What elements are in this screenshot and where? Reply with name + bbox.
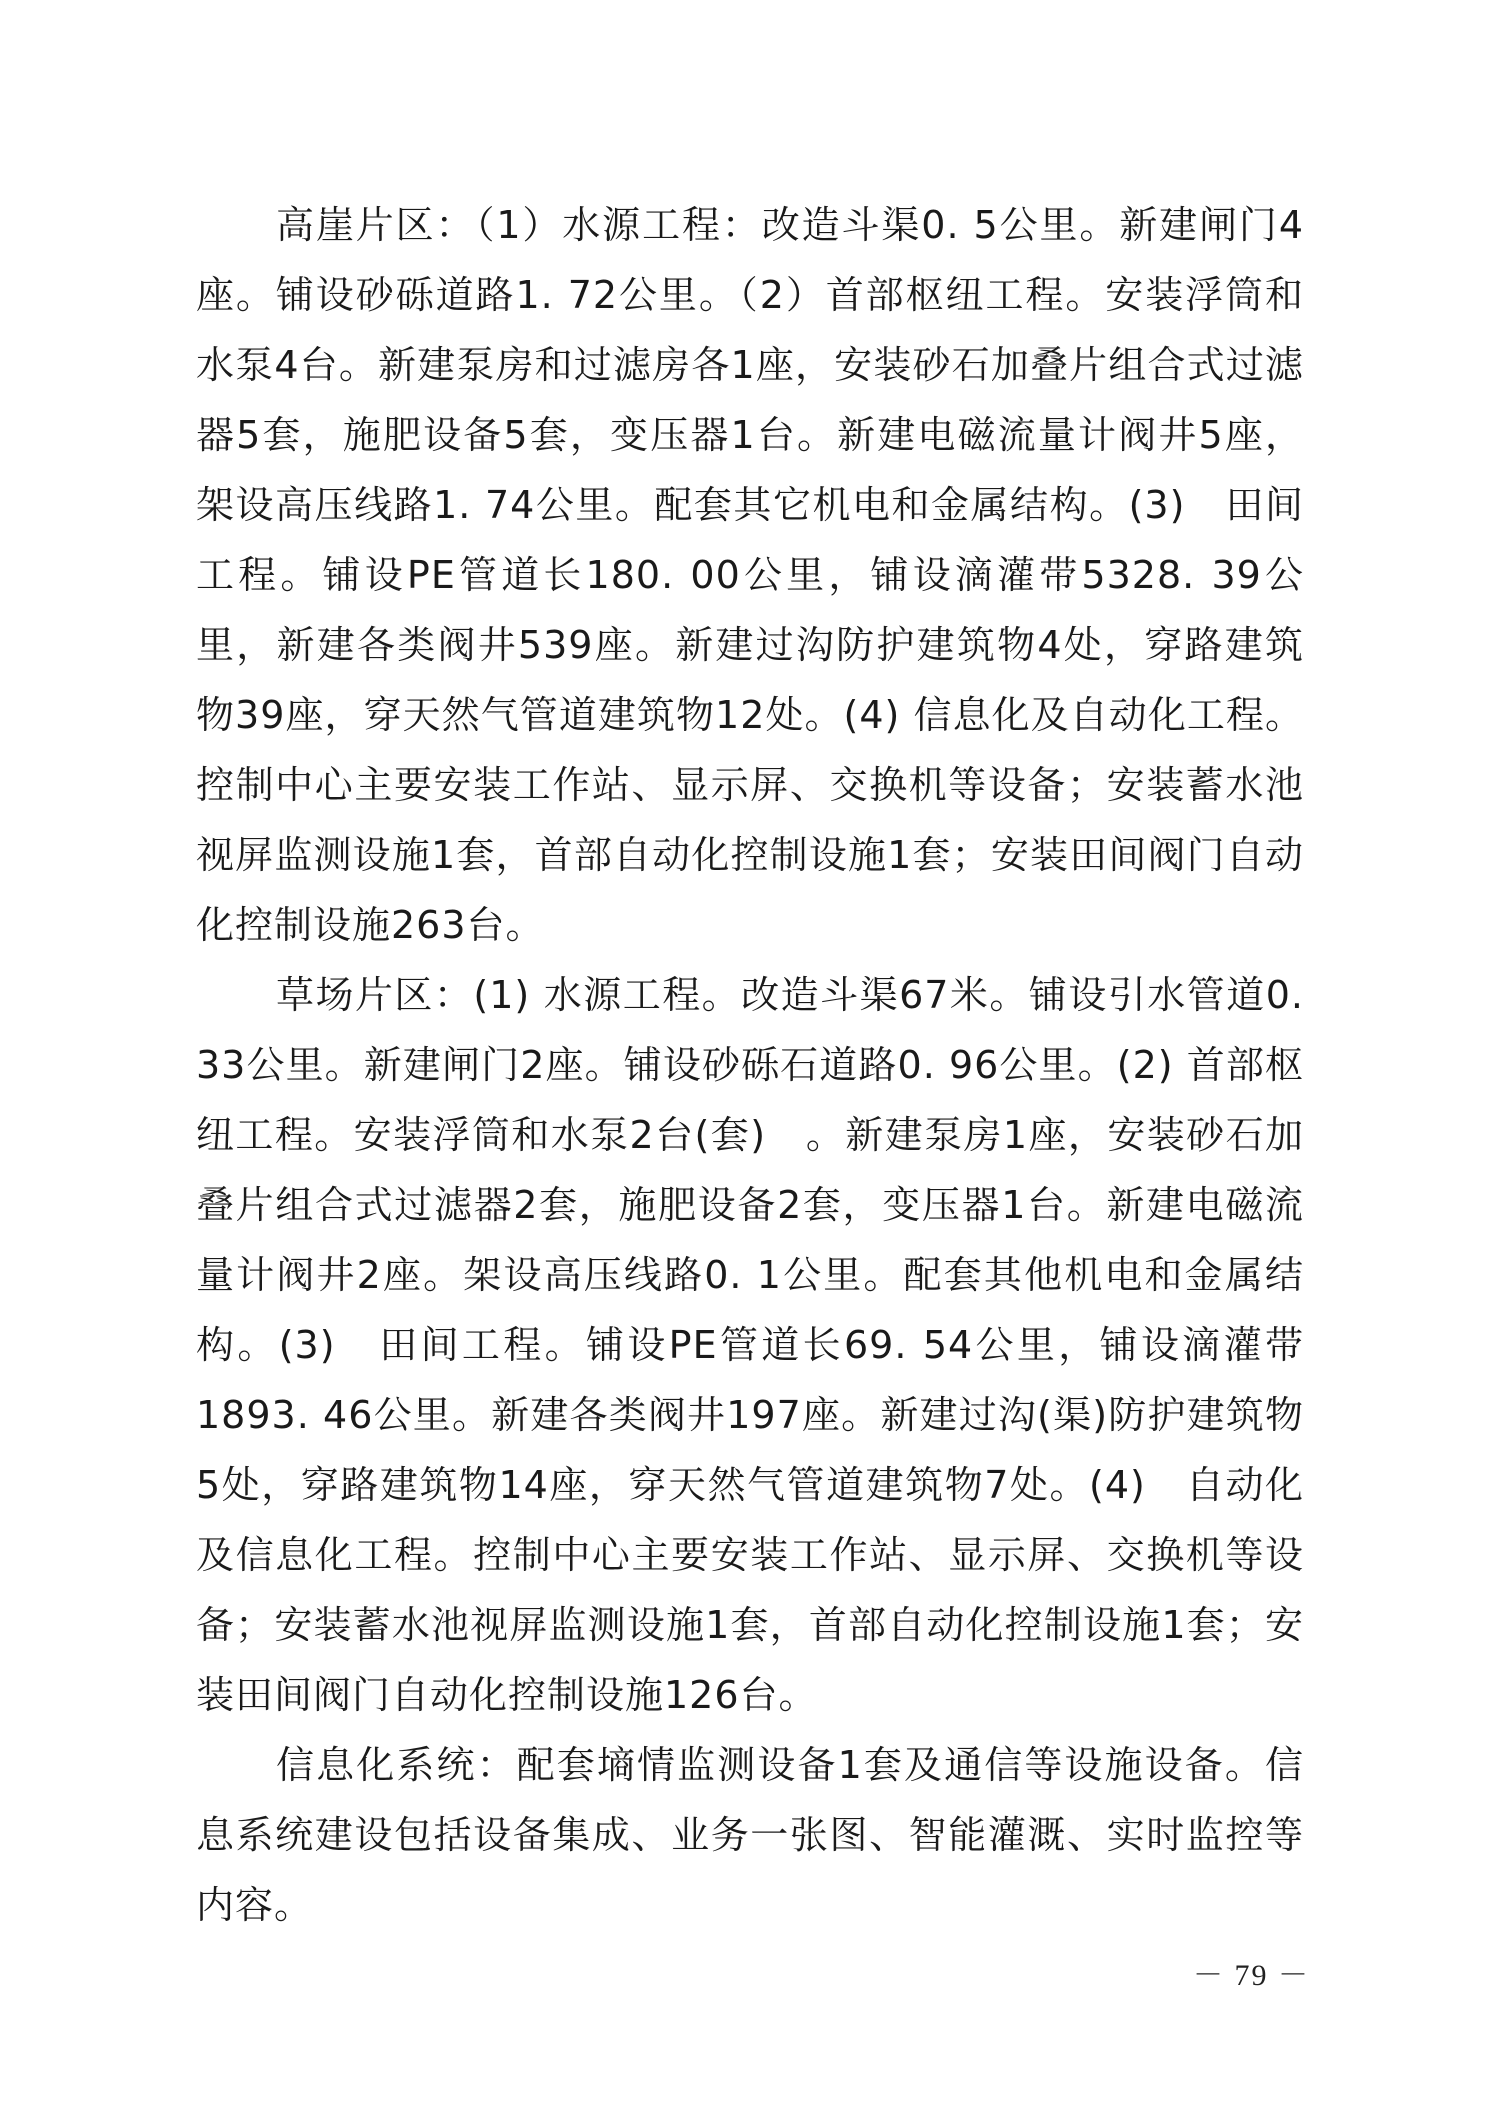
paragraph-caochang-area: 草场片区：(1) 水源工程。改造斗渠67米。铺设引水管道0. 33公里。新建闸门2座。铺设砂砾石道路0. 96公里。(2) 首部枢纽工程。安装浮筒和水泵2台(套) 。新建泵房1座，安装砂石加叠片组合式过滤器2套，施肥设备2套，变压器1台。新建电磁流量计阀井2座。架设高压线路0. 1公里。配套其他机电和金属结构。(3) 田间工程。铺设PE管道长69. 54公里，铺设滴灌带1893. 46公里。新建各类阀井197座。新建过沟(渠)防护建筑物5处，穿路建筑物14座，穿天然气管道建筑物7处。(4) 自动化及信息化工程。控制中心主要安装工作站、显示屏、交换机等设备；安装蓄水池视屏监测设施1套，首部自动化控制设施1套；安装田间阀门自动化控制设施126台。 (196, 973, 1304, 1717)
body-text (196, 190, 1304, 1940)
page-number: － 79 － (1193, 1959, 1310, 1992)
paragraph-information-system: 信息化系统：配套墒情监测设备1套及通信等设施设备。信息系统建设包括设备集成、业务一张图、智能灌溉、实时监控等内容。 (196, 1743, 1304, 1927)
paragraph-gaoya-area: 高崖片区：（1）水源工程：改造斗渠0. 5公里。新建闸门4座。铺设砂砾道路1. 72公里。（2）首部枢纽工程。安装浮筒和水泵4台。新建泵房和过滤房各1座，安装砂石加叠片组合式过滤器5套，施肥设备5套，变压器1台。新建电磁流量计阀井5座，架设高压线路1. 74公里。配套其它机电和金属结构。(3) 田间工程。铺设PE管道长180. 00公里，铺设滴灌带5328. 39公里，新建各类阀井539座。新建过沟防护建筑物4处，穿路建筑物39座，穿天然气管道建筑物12处。(4) 信息化及自动化工程。控制中心主要安装工作站、显示屏、交换机等设备；安装蓄水池视屏监测设施1套，首部自动化控制设施1套；安装田间阀门自动化控制设施263台。 (196, 203, 1304, 947)
